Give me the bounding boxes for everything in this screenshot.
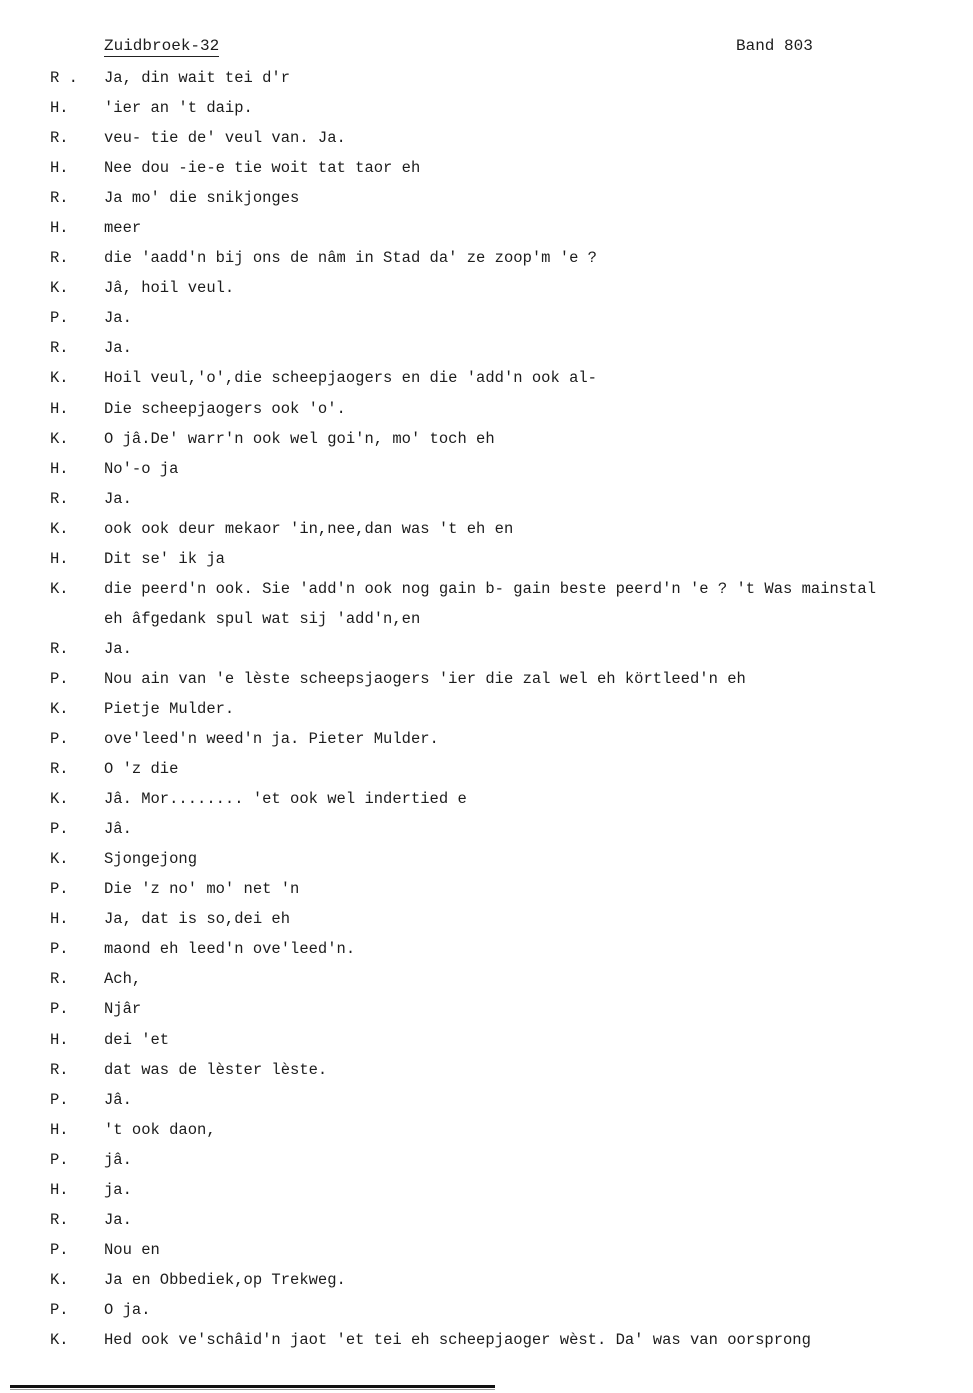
transcript-line [0, 246, 973, 276]
line-text: Die 'z no' mo' net 'n [104, 880, 300, 899]
speaker-label: P. [50, 669, 69, 688]
transcript-lines [0, 66, 973, 1358]
line-text: meer [104, 219, 142, 238]
speaker-label: K. [50, 519, 69, 538]
transcript-line [0, 1208, 973, 1238]
transcript-line [0, 397, 973, 427]
transcript-line [0, 1178, 973, 1208]
speaker-label: K. [50, 790, 69, 809]
transcript-line [0, 607, 973, 637]
line-text: Ja, din wait tei d'r [104, 69, 291, 87]
transcript-line [0, 487, 973, 517]
line-text: Jâ. [104, 820, 132, 839]
line-text: die 'aadd'n bij ons de nâm in Stad da' ze zoop'm 'e ? [104, 249, 597, 268]
speaker-label: H. [50, 1030, 69, 1049]
speaker-label: H. [50, 910, 69, 929]
speaker-label: P. [50, 880, 69, 899]
speaker-label: H. [50, 219, 69, 238]
line-text: eh âfgedank spul wat sij 'add'n,en [104, 609, 421, 628]
speaker-label: P. [50, 1000, 69, 1019]
line-text: 'ier an 't daip. [104, 99, 253, 118]
line-text: ove'leed'n weed'n ja. Pieter Mulder. [104, 730, 439, 749]
speaker-label: P. [50, 309, 69, 328]
line-text: Nou en [104, 1240, 160, 1259]
speaker-label: R . [50, 69, 78, 87]
transcript-line [0, 1268, 973, 1298]
speaker-label: P. [50, 820, 69, 839]
transcript-line [0, 1088, 973, 1118]
line-text: Sjongejong [104, 850, 198, 869]
speaker-label: P. [50, 1090, 69, 1109]
bottom-rule [10, 1385, 495, 1388]
speaker-label: R. [50, 970, 69, 989]
transcript-line [0, 547, 973, 577]
speaker-label: R. [50, 249, 69, 268]
line-text: Hoil veul,'o',die scheepjaogers en die 'add'n ook al- [104, 369, 597, 388]
transcript-line [0, 186, 973, 216]
speaker-label: R. [50, 1060, 69, 1079]
transcript-line [0, 1148, 973, 1178]
document-title: Zuidbroek-32 [104, 37, 220, 55]
transcript-line [0, 66, 973, 96]
transcript-line [0, 427, 973, 457]
transcript-line [0, 847, 973, 877]
transcript-line [0, 96, 973, 126]
speaker-label: R. [50, 189, 69, 208]
transcript-line [0, 216, 973, 246]
transcript-line [0, 366, 973, 396]
speaker-label: P. [50, 1240, 69, 1259]
transcript-line [0, 126, 973, 156]
line-text: ook ook deur mekaor 'in,nee,dan was 't eh en [104, 519, 514, 538]
transcript-line [0, 1298, 973, 1328]
speaker-label: P. [50, 940, 69, 959]
speaker-label: P. [50, 730, 69, 749]
line-text: Dit se' ik ja [104, 549, 225, 568]
line-text: No'-o ja [104, 459, 179, 478]
transcript-line [0, 757, 973, 787]
line-text: Ja, dat is so,dei eh [104, 910, 291, 929]
speaker-label: R. [50, 339, 69, 358]
line-text: ja. [104, 1180, 132, 1199]
bottom-rule-thin [10, 1389, 495, 1390]
transcript-line [0, 997, 973, 1027]
line-text: Ja. [104, 489, 132, 508]
line-text: Ja. [104, 1210, 132, 1229]
line-text: O ja. [104, 1300, 151, 1319]
speaker-label: K. [50, 429, 69, 448]
line-text: maond eh leed'n ove'leed'n. [104, 940, 356, 959]
speaker-label: P. [50, 1300, 69, 1319]
line-text: veu- tie de' veul van. Ja. [104, 129, 346, 148]
speaker-label: R. [50, 1210, 69, 1229]
speaker-label: K. [50, 279, 69, 298]
transcript-line [0, 1118, 973, 1148]
transcript-line [0, 336, 973, 366]
line-text: Hed ook ve'schâid'n jaot 'et tei eh scheepjaoger wèst. Da' was van oorsprong [104, 1330, 811, 1349]
speaker-label: R. [50, 129, 69, 148]
line-text: Ja. [104, 309, 132, 328]
line-text: dei 'et [104, 1030, 170, 1049]
line-text: Ach, [104, 970, 142, 989]
transcript-line [0, 877, 973, 907]
line-text: Ja. [104, 639, 132, 658]
line-text: Nee dou -ie-e tie woit tat taor eh [104, 159, 421, 178]
line-text: O 'z die [104, 760, 179, 779]
transcript-line [0, 1328, 973, 1358]
transcript-line [0, 907, 973, 937]
line-text: Njâr [104, 1000, 142, 1019]
transcript-line [0, 667, 973, 697]
speaker-label: H. [50, 549, 69, 568]
speaker-label: R. [50, 639, 69, 658]
transcript-line [0, 637, 973, 667]
line-text: jâ. [104, 1150, 132, 1169]
transcript-line [0, 517, 973, 547]
speaker-label: H. [50, 459, 69, 478]
transcript-line [0, 1238, 973, 1268]
transcript-line [0, 577, 973, 607]
transcript-line [0, 817, 973, 847]
speaker-label: K. [50, 699, 69, 718]
line-text: Jâ, hoil veul. [104, 279, 235, 298]
transcript-line [0, 1028, 973, 1058]
line-text: Pietje Mulder. [104, 699, 235, 718]
transcript-line [0, 276, 973, 306]
speaker-label: H. [50, 1120, 69, 1139]
transcript-line [0, 697, 973, 727]
line-text: Jâ. Mor........ 'et ook wel indertied e [104, 790, 467, 809]
speaker-label: K. [50, 850, 69, 869]
speaker-label: H. [50, 159, 69, 178]
line-text: dat was de lèster lèste. [104, 1060, 328, 1079]
transcript-line [0, 156, 973, 186]
line-text: Ja en Obbediek,op Trekweg. [104, 1270, 346, 1289]
line-text: Ja. [104, 339, 132, 358]
speaker-label: R. [50, 760, 69, 779]
line-text: Nou ain van 'e lèste scheepsjaogers 'ier die zal wel eh körtleed'n eh [104, 669, 746, 688]
speaker-label: K. [50, 369, 69, 388]
line-text: O jâ.De' warr'n ook wel goi'n, mo' toch eh [104, 429, 495, 448]
line-text: Ja mo' die snikjonges [104, 189, 300, 208]
speaker-label: K. [50, 579, 69, 598]
transcript-line [0, 727, 973, 757]
speaker-label: R. [50, 489, 69, 508]
transcript-line [0, 1058, 973, 1088]
line-text: die peerd'n ook. Sie 'add'n ook nog gain b- gain beste peerd'n 'e ? 't Was mainstal [104, 579, 877, 598]
band-number: Band 803 [736, 37, 813, 55]
transcript-line [0, 457, 973, 487]
line-text: 't ook daon, [104, 1120, 216, 1139]
speaker-label: H. [50, 99, 69, 118]
transcript-line [0, 787, 973, 817]
line-text: Jâ. [104, 1090, 132, 1109]
speaker-label: H. [50, 1180, 69, 1199]
line-text: Die scheepjaogers ook 'o'. [104, 399, 346, 418]
speaker-label: K. [50, 1270, 69, 1289]
speaker-label: K. [50, 1330, 69, 1349]
speaker-label: P. [50, 1150, 69, 1169]
speaker-label: H. [50, 399, 69, 418]
transcript-line [0, 306, 973, 336]
transcript-line [0, 937, 973, 967]
transcript-line [0, 967, 973, 997]
